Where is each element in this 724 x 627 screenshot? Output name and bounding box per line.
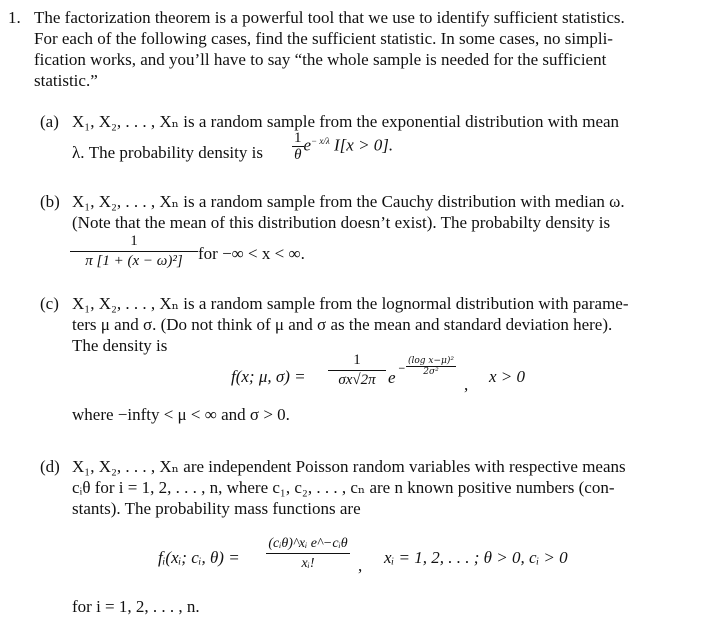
problem-number: 1. <box>8 8 21 27</box>
part-c-density <box>328 351 386 390</box>
part-a-frac-num: 1 <box>294 130 302 146</box>
part-b-frac-num: 1 <box>70 232 198 252</box>
part-a-frac-den: θ <box>294 147 302 163</box>
part-c-domain: x > 0 <box>489 367 526 386</box>
part-d-frac-num: (cᵢθ)^xᵢ e^−cᵢθ <box>266 534 350 554</box>
part-c-lhs: f(x; μ, σ) = <box>231 367 306 386</box>
part-b-density <box>70 232 198 271</box>
part-d-for: for i = 1, 2, . . . , n. <box>72 597 200 616</box>
part-a-density: $\frac{1}{\theta}$ $e^{- x/\lambda}$ I[x > 0]. <box>294 130 394 163</box>
intro-line-3: fication works, and you’ll have to say “the whole sample is needed for the sufficient <box>34 50 607 69</box>
part-c-line-3: The density is <box>72 336 168 355</box>
part-c-exp-den: 2σ² <box>423 367 439 377</box>
part-d-frac-den: xᵢ! <box>301 556 315 571</box>
part-b-frac-den: π [1 + (x − ω)²] <box>85 253 183 269</box>
part-a-exponent: − x/λ <box>311 135 330 146</box>
intro-line-1: The factorization theorem is a powerful tool that we use to identify sufficient statistics. <box>34 8 625 27</box>
part-b-label: (b) <box>40 192 60 211</box>
part-d-pmf <box>266 534 350 573</box>
part-d-comma: , <box>358 556 363 575</box>
part-a-line-1: X₁, X₂, . . . , Xₙ is a random sample from the exponential distribution with mean <box>72 112 620 131</box>
part-c-label: (c) <box>40 294 59 313</box>
part-c-where: where −infty < μ < ∞ and σ > 0. <box>72 405 290 424</box>
part-c-comma: , <box>464 375 469 394</box>
part-d-line-3: stants). The probability mass functions are <box>72 499 361 518</box>
part-c-line-1: X₁, X₂, . . . , Xₙ is a random sample from the lognormal distribution with parame- <box>72 294 629 313</box>
part-d-lhs: fᵢ(xᵢ; cᵢ, θ) = <box>158 548 240 567</box>
part-d-line-2: cᵢθ for i = 1, 2, . . . , n, where c₁, c₂, . . . , cₙ are n known positive numbers (con- <box>72 478 615 497</box>
part-b-line-2: (Note that the mean of this distribution doesn’t exist). The probabilty density is <box>72 213 611 232</box>
part-c-e: e <box>388 368 396 387</box>
part-c-frac-num: 1 <box>328 351 386 371</box>
part-b-range: for −∞ < x < ∞. <box>198 244 305 263</box>
part-a-indicator: I[x > 0]. <box>334 135 394 155</box>
intro-line-4: statistic.” <box>34 71 98 90</box>
part-d-line-1: X₁, X₂, . . . , Xₙ are independent Poisson random variables with respective means <box>72 457 626 476</box>
part-a-line-2: λ. The probability density is <box>72 143 263 162</box>
part-d-support: xᵢ = 1, 2, . . . ; θ > 0, cᵢ > 0 <box>384 548 568 567</box>
intro-line-2: For each of the following cases, find the sufficient statistic. In some cases, no simpli- <box>34 29 613 48</box>
part-b-line-1: X₁, X₂, . . . , Xₙ is a random sample from the Cauchy distribution with median ω. <box>72 192 625 211</box>
part-d-label: (d) <box>40 457 60 476</box>
part-c-line-2: ters μ and σ. (Do not think of μ and σ as the mean and standard deviation here). <box>72 315 613 334</box>
part-c-frac-den: σx√2π <box>338 372 376 388</box>
part-a-label: (a) <box>40 112 59 131</box>
part-c-exp-num: (log x−μ)² <box>408 356 455 366</box>
